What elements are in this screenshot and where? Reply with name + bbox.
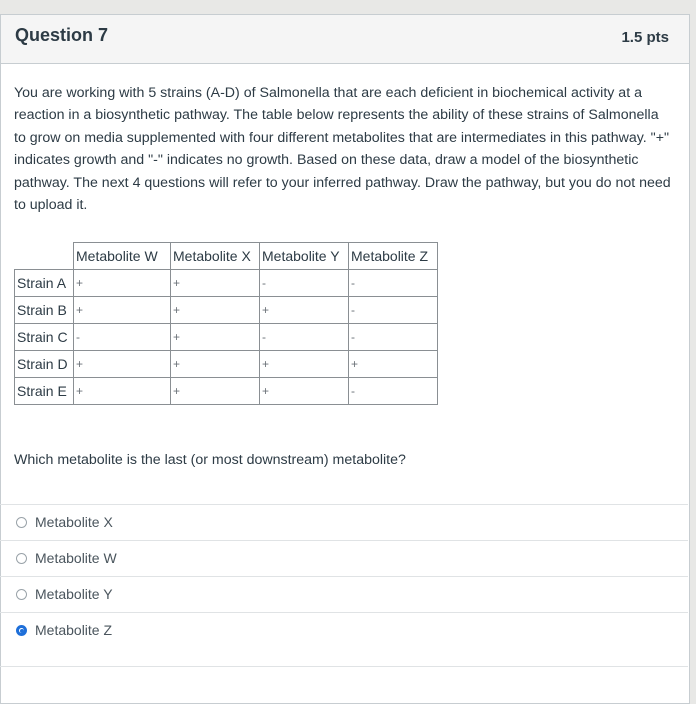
question-text: You are working with 5 strains (A-D) of Salmonella that are each deficient in biochemical activity at a reaction in a biosynthetic pathway. The table below represents the ability of these strains of Salmonella to grow on media supplemented with four different metabolites that are intermediates in this pathway. "+" indicates growth and "-" indicates no growth. Based on these data, draw a model of the biosynthetic pathway. The next 4 questions will refer to your inferred pathway. Draw the pathway, but you do not need to upload it.: [14, 85, 671, 214]
table-cell: +: [74, 378, 171, 405]
table-cell: +: [171, 270, 260, 297]
table-cell: -: [349, 270, 438, 297]
table-cell: +: [260, 351, 349, 378]
answer-label: Metabolite Z: [35, 622, 113, 638]
answer-option-z[interactable]: [0, 612, 688, 648]
table-cell: -: [349, 378, 438, 405]
answer-option-y[interactable]: [0, 576, 688, 612]
strain-label: Strain A: [15, 270, 74, 297]
table-cell: +: [74, 270, 171, 297]
table-cell: +: [74, 297, 171, 324]
question-prompt: Which metabolite is the last (or most downstream) metabolite?: [14, 452, 406, 468]
table-cell: -: [260, 270, 349, 297]
radio-button[interactable]: [16, 553, 27, 564]
strain-label: Strain B: [15, 297, 74, 324]
table-cell: +: [171, 378, 260, 405]
table-cell: +: [260, 378, 349, 405]
table-cell: +: [171, 351, 260, 378]
table-row: [15, 378, 438, 405]
table-header-row: [15, 243, 438, 270]
table-cell: -: [349, 297, 438, 324]
table-cell: -: [349, 324, 438, 351]
divider: [0, 666, 688, 667]
table-cell: -: [74, 324, 171, 351]
answer-option-w[interactable]: [0, 540, 688, 576]
radio-button[interactable]: [16, 589, 27, 600]
table-cell: +: [74, 351, 171, 378]
table-row: [15, 270, 438, 297]
question-header: [1, 15, 689, 64]
strain-label: Strain C: [15, 324, 74, 351]
table-header-y: Metabolite Y: [260, 243, 349, 270]
answer-list: [0, 504, 688, 648]
table-cell: +: [260, 297, 349, 324]
table-row: [15, 324, 438, 351]
table-header-z: Metabolite Z: [349, 243, 438, 270]
growth-table: [14, 242, 438, 405]
answer-label: Metabolite Y: [35, 586, 113, 602]
question-points: 1.5 pts: [621, 29, 669, 46]
table-cell: +: [171, 324, 260, 351]
answer-label: Metabolite W: [35, 550, 117, 566]
table-cell: -: [260, 324, 349, 351]
table-header-corner: [15, 243, 74, 270]
strain-label: Strain E: [15, 378, 74, 405]
answer-label: Metabolite X: [35, 514, 113, 530]
answer-option-x[interactable]: [0, 504, 688, 540]
table-cell: +: [349, 351, 438, 378]
table-header-w: Metabolite W: [74, 243, 171, 270]
table-header-x: Metabolite X: [171, 243, 260, 270]
radio-button[interactable]: [16, 517, 27, 528]
table-row: [15, 351, 438, 378]
question-title: Question 7: [15, 25, 109, 45]
table-row: [15, 297, 438, 324]
radio-button-selected[interactable]: [16, 625, 27, 636]
strain-label: Strain D: [15, 351, 74, 378]
table-cell: +: [171, 297, 260, 324]
